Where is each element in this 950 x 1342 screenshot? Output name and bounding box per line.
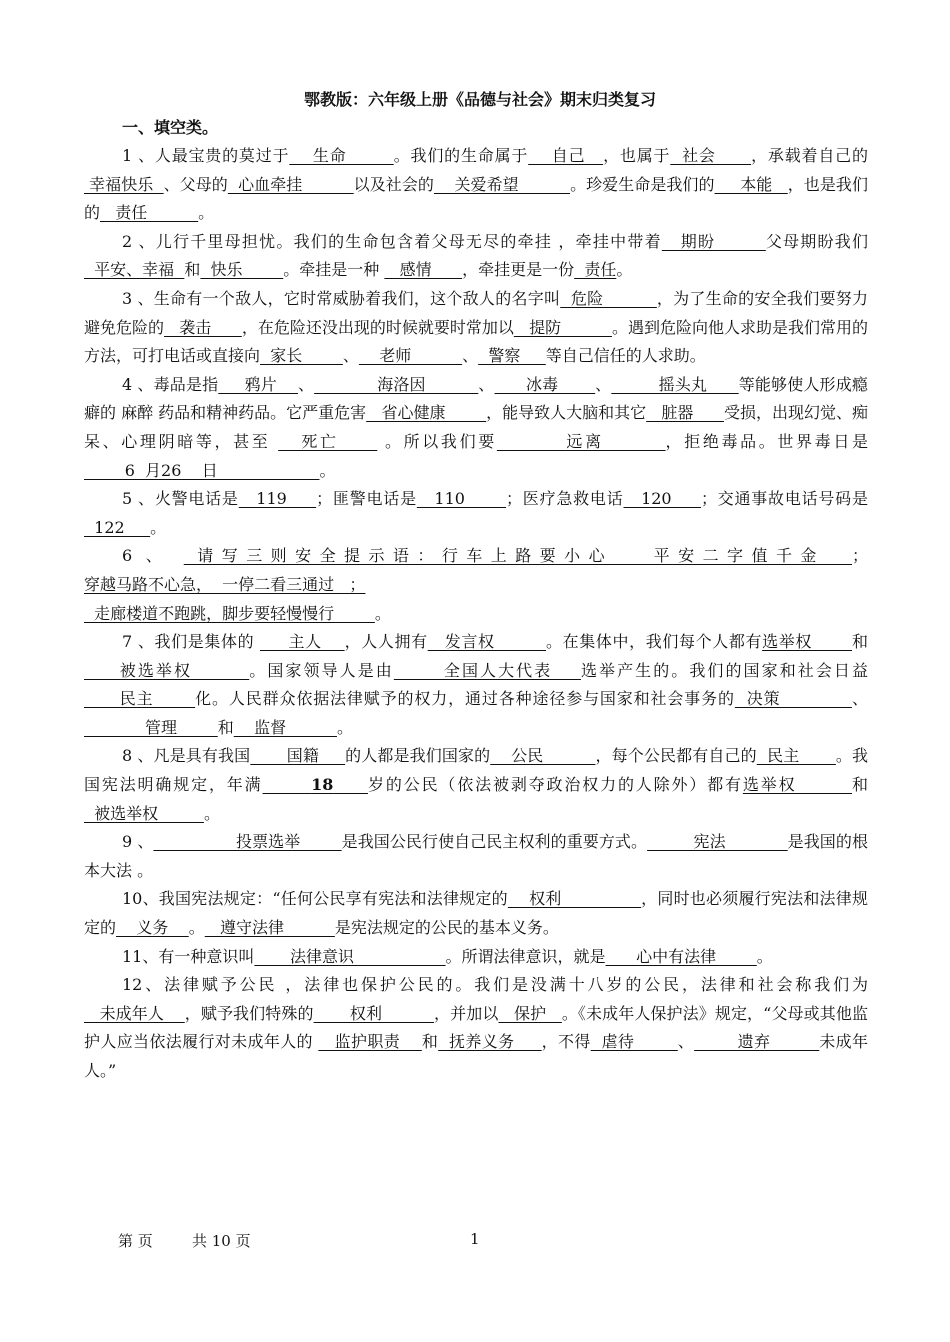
question-text: 以及社会的 bbox=[353, 174, 434, 194]
question-text: 5 、火警电话是 bbox=[122, 489, 239, 509]
answer-blank: 法律意识 bbox=[254, 946, 446, 966]
question-text: ，人人拥有 bbox=[344, 632, 428, 652]
answer-blank: 未成年人 bbox=[84, 1003, 185, 1023]
answer-blank: 虐待 bbox=[590, 1032, 678, 1052]
question-text: 、 bbox=[851, 689, 868, 709]
answer-blank: 民主 bbox=[84, 689, 196, 709]
question-text: 和 bbox=[217, 717, 234, 737]
footer-page-label: 第 页 bbox=[118, 1232, 153, 1250]
answer-blank: 119 bbox=[238, 489, 317, 509]
question-text: 。牵挂是一种 bbox=[283, 260, 385, 280]
question-item bbox=[84, 943, 868, 972]
question-item bbox=[84, 971, 868, 1085]
question-text: ，承载着自己的 bbox=[751, 146, 868, 165]
question-text: 是我国的根本大法 。 bbox=[84, 832, 868, 880]
answer-blank: 权利 bbox=[507, 889, 642, 909]
answer-blank: 公民 bbox=[490, 746, 596, 766]
answer-blank: 心血牵挂 bbox=[227, 174, 354, 194]
question-item bbox=[84, 142, 868, 228]
document-title: 鄂教版：六年级上册《品德与社会》期末归类复习 bbox=[303, 90, 656, 109]
question-text: ，为了生命的安全我们要努力避免危险的 bbox=[84, 288, 868, 337]
question-text: ，赋予我们特殊的 bbox=[184, 1003, 314, 1023]
answer-blank: 请写三则安全提示语：行车上路要小心 平安二字值千金 bbox=[183, 546, 852, 566]
question-text: 。 bbox=[616, 260, 633, 280]
answer-blank: 保护 bbox=[498, 1003, 562, 1023]
footer-total-pages: 共 10 页 bbox=[192, 1232, 251, 1250]
answer-blank: 远离 bbox=[496, 431, 666, 451]
answer-blank: 死亡 bbox=[278, 431, 378, 451]
answer-blank: 社会 bbox=[670, 146, 752, 165]
question-item bbox=[84, 828, 868, 885]
question-text: 父母期盼我们 bbox=[765, 231, 868, 251]
answer-blank: 脏器 bbox=[646, 403, 724, 423]
answer-blank: 6 月26 日 bbox=[84, 460, 320, 480]
answer-blank: 抚养义务 bbox=[438, 1032, 542, 1052]
answer-blank: 义务 bbox=[116, 918, 189, 938]
answer-blank: 宪法 bbox=[647, 832, 788, 852]
answer-blank: 权利 bbox=[313, 1003, 435, 1023]
question-item bbox=[84, 285, 868, 371]
answer-blank: 平安、幸福 bbox=[84, 260, 185, 280]
question-text: ；医疗急救电话 bbox=[506, 489, 624, 509]
question-text: 、 bbox=[297, 374, 315, 394]
answer-blank: 18 bbox=[311, 775, 334, 795]
question-item bbox=[84, 542, 868, 628]
question-text: ，也属于 bbox=[603, 146, 671, 165]
question-text: 、 bbox=[342, 346, 359, 366]
answer-blank: 责任 bbox=[574, 260, 617, 280]
question-text: ，也是我们的 bbox=[84, 174, 868, 223]
footer-page-number: 1 bbox=[470, 1230, 480, 1248]
answer-blank: 老师 bbox=[358, 346, 463, 366]
answer-blank: 民主 bbox=[756, 746, 836, 766]
question-text: 和 bbox=[851, 775, 868, 795]
answer-blank: 摇头丸 bbox=[611, 374, 739, 394]
answer-blank: 感情 bbox=[384, 260, 463, 280]
answer-blank: 122 bbox=[84, 517, 151, 537]
question-text: ，并加以 bbox=[434, 1003, 499, 1023]
question-text: 2 、儿行千里母担忧。我们的生命包含着父母无尽的牵挂 ，牵挂中带着 bbox=[122, 231, 662, 251]
question-text: 的人都是我们国家的 bbox=[345, 746, 491, 766]
answer-blank: 选举权 bbox=[762, 632, 852, 652]
question-text: ，每个公民都有自己的 bbox=[595, 746, 757, 766]
question-text: ； bbox=[851, 546, 868, 566]
question-text: 3 、生命有一个敌人，它时常威胁着我们，这个敌人的名字叫 bbox=[122, 288, 561, 308]
question-text: 10、我国宪法规定：“任何公民享有宪法和法律规定的 bbox=[122, 889, 508, 909]
question-text: 。 bbox=[756, 946, 773, 966]
answer-blank: 监护职责 bbox=[318, 1032, 422, 1052]
answer-blank: 被选举权 bbox=[84, 660, 250, 680]
answer-blank: 责任 bbox=[100, 203, 199, 223]
answer-blank: 危险 bbox=[560, 288, 657, 308]
answer-blank: 110 bbox=[416, 489, 507, 509]
answer-blank: 决策 bbox=[734, 689, 852, 709]
question-text: 、 bbox=[478, 374, 495, 394]
answer-blank: 管理 bbox=[84, 717, 218, 737]
question-text: 和 bbox=[421, 1032, 439, 1052]
question-text: 和 bbox=[851, 632, 868, 652]
question-text: 受损，出现幻觉、痴呆、心理阴暗等，甚至 bbox=[84, 403, 868, 451]
answer-blank: 快乐 bbox=[200, 260, 284, 280]
question-text: 岁的公民（依法被剥夺政治权力的人除外）都有 bbox=[368, 775, 743, 795]
question-item bbox=[84, 228, 868, 285]
question-text: ，在危险还没出现的时候就要时常加以 bbox=[241, 317, 514, 337]
question-text: 7 、我们是集体的 bbox=[122, 632, 260, 652]
question-text: 、 bbox=[462, 346, 479, 366]
answer-blank: 袭击 bbox=[164, 317, 242, 337]
answer-blank: 关爱希望 bbox=[433, 174, 571, 194]
answer-blank: 投票选举 bbox=[153, 832, 342, 852]
answer-blank: 警察 bbox=[478, 346, 546, 366]
question-text: 9 、 bbox=[122, 832, 154, 852]
question-text: 。 bbox=[374, 603, 391, 623]
answer-blank: 选举权 bbox=[742, 775, 852, 795]
question-text: 、 bbox=[595, 374, 612, 394]
question-item bbox=[84, 371, 868, 485]
question-text: 等能够使人形成瘾癖的 麻醉 药品和精神药品。它严重危害 bbox=[84, 374, 868, 423]
answer-blank: 冰毒 bbox=[494, 374, 596, 394]
answer-blank: 鸦片 bbox=[218, 374, 298, 394]
answer-blank: 遗弃 bbox=[694, 1032, 820, 1052]
question-text: 。《未成年人保护法》规定，“父母或其他监护人应当依法履行对未成年人的 bbox=[84, 1003, 868, 1052]
question-text: 1 、人最宝贵的莫过于 bbox=[122, 146, 290, 165]
answer-blank: 主人 bbox=[259, 632, 345, 652]
question-text: ；匪警电话是 bbox=[316, 489, 417, 509]
answer-blank: 期盼 bbox=[661, 231, 766, 251]
question-text: 8 、凡是具有我国 bbox=[122, 746, 251, 766]
question-text: 。 bbox=[150, 517, 167, 537]
question-text: 选举产生的。我们的国家和社会日益 bbox=[580, 660, 868, 680]
question-text: 、 bbox=[677, 1032, 695, 1052]
answer-blank: 全国人大代表 bbox=[393, 660, 581, 680]
question-item bbox=[84, 485, 868, 542]
question-text: 。珍爱生命是我们的 bbox=[570, 174, 715, 194]
question-text: 6 、 bbox=[122, 546, 184, 566]
question-text: 4 、毒品是指 bbox=[122, 374, 219, 394]
question-text: 、父母的 bbox=[163, 174, 228, 194]
question-text: 是宪法规定的公民的基本义务。 bbox=[334, 918, 559, 938]
question-text: 。所谓法律意识，就是 bbox=[445, 946, 606, 966]
answer-blank: 生命 bbox=[289, 146, 394, 165]
question-item bbox=[84, 742, 868, 828]
answer-blank: 心中有法律 bbox=[605, 946, 757, 966]
answer-blank: 遵守法律 bbox=[204, 918, 335, 938]
question-text: 。国家领导人是由 bbox=[249, 660, 394, 680]
question-text: 。 bbox=[336, 717, 353, 737]
question-text: ，牵挂更是一份 bbox=[462, 260, 575, 280]
question-text: 未成年人。” bbox=[84, 1032, 868, 1080]
question-list bbox=[84, 142, 868, 1086]
question-text: 。 bbox=[188, 918, 205, 938]
answer-blank: 120 bbox=[623, 489, 701, 509]
question-item bbox=[84, 628, 868, 742]
question-text: 和 bbox=[184, 260, 201, 280]
question-text: ，能导致人大脑和其它 bbox=[486, 403, 647, 423]
question-text: 12、法律赋予公民 ，法律也保护公民的。我们是没满十八岁的公民，法律和社会称我们为 bbox=[122, 975, 868, 995]
question-item bbox=[84, 885, 868, 942]
answer-blank: 监督 bbox=[233, 717, 337, 737]
question-text: ，拒绝毒品。世界毒日是 bbox=[665, 431, 868, 451]
answer-blank: 省心健康 bbox=[366, 403, 487, 423]
answer-blank bbox=[263, 775, 312, 794]
answer-blank: 国籍 bbox=[250, 746, 346, 766]
answer-blank: 提防 bbox=[513, 317, 612, 337]
question-text: 。 bbox=[203, 803, 220, 823]
answer-blank: 穿越马路不心急， 一停二看三通过 ； bbox=[84, 574, 366, 594]
question-text: 。我们的生命属于 bbox=[393, 146, 529, 165]
question-text: 。我国宪法明确规定，年满 bbox=[84, 746, 868, 795]
answer-blank bbox=[333, 775, 368, 794]
question-text: 11、有一种意识叫 bbox=[122, 946, 255, 966]
answer-blank: 自己 bbox=[528, 146, 604, 165]
question-text: ；交通事故电话号码是 bbox=[700, 489, 868, 509]
question-text: 。 bbox=[319, 460, 336, 480]
question-text: ，同时也必须履行宪法和法律规定的 bbox=[84, 889, 868, 938]
question-text: 化。人民群众依据法律赋予的权力，通过各种途径参与国家和社会事务的 bbox=[195, 689, 735, 709]
question-text: 。在集体中，我们每个人都有 bbox=[546, 632, 763, 652]
question-text: 等自己信任的人求助。 bbox=[545, 346, 706, 366]
answer-blank: 家长 bbox=[260, 346, 343, 366]
document-page bbox=[84, 86, 868, 1086]
answer-blank: 幸福快乐 bbox=[84, 174, 164, 194]
question-text: 。遇到危险向他人求助是我们常用的方法，可打电话或直接向 bbox=[84, 317, 868, 366]
question-text: 是我国公民行使自己民主权利的重要方式。 bbox=[341, 832, 648, 852]
answer-blank: 发言权 bbox=[427, 632, 547, 652]
question-text: 。所以我们要 bbox=[377, 431, 497, 451]
answer-blank: 本能 bbox=[714, 174, 788, 194]
question-text: ，不得 bbox=[541, 1032, 591, 1052]
answer-blank: 走廊楼道不跑跳，脚步要轻慢慢行 bbox=[84, 603, 375, 623]
section-heading-fill-in: 一、填空类。 bbox=[122, 118, 219, 137]
question-text: 。 bbox=[198, 203, 215, 223]
answer-blank: 被选举权 bbox=[84, 803, 204, 823]
answer-blank: 海洛因 bbox=[314, 374, 479, 394]
